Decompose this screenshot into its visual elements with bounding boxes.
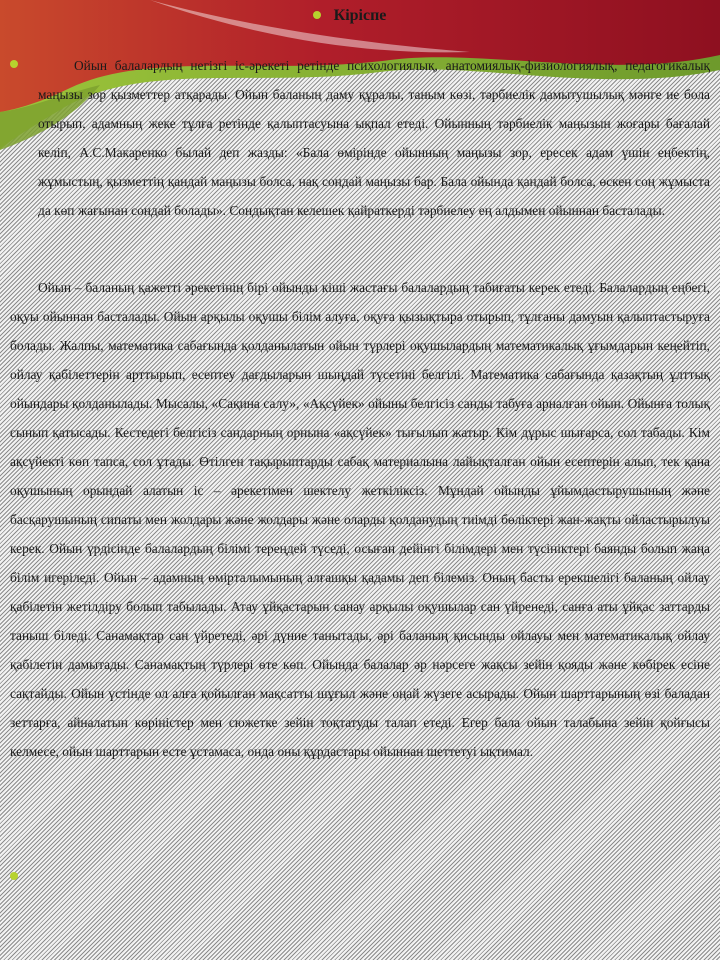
paragraph-bullet-icon bbox=[10, 60, 18, 68]
main-paragraph: Ойын – баланың қажетті әрекетінің бірі ойынды кіші жастағы балалардың табиғаты керек етеді. Балалардың еңбегі, оқуы ойыннан басталады. Ойын арқылы оқушы білім алуға, оқуға қызықтыра отырып, тұлғаны дамуын қалыптастыруға болады. Жалпы, математика сабағында қолданылатын ойын түрлері оқушылардың математикалық ұғымдарын кеңейтіп, ойлау қабілеттерін арттырып, есептеу дағдыларын шыңдай түсетіні белгілі. Математика сабағында қазақтың ұлттық ойындары қолданылады. Мысалы, «Сақина салу», «Ақсүйек» ойыны белгісіз санды табуға арналған ойын. Ойынға толық сынып қатысады. Кестедегі белгісіз сандарның орнына «ақсүйек» тығылып жатыр. Кім дұрыс шығарса, сол табады. Кім ақсүйекті көп тапса, сол ұтады. Өтілген тақырыптарды сабақ материалына лайықталған ойын есептерін алып, тек қана оқушының орындай алатын іс – әрекетімен шектелу жеткіліксіз. Мұндай ойынды ұйымдастырушының және басқарушының сипаты мен жолдары және жолдары және оларды қолданудың тиімді бөліктері жан-жақты ойластырылуы керек. Ойын үрдісінде балалардың білімі тереңдей түседі, осыған дейінгі білімдері мен түсініктері баянды болып жаңа білім игеріледі. Ойын – адамның өмірталымының алғашқы қадамы деп білеміз. Оның басты ерекшелігі баланың ойлау қабілетін жетілдіру болып табылады. Атау ұйқастарын санау арқылы оқушылар сан үйренеді, санға аты ұйқас заттарды таныш біледі. Санамақтар сан үйретеді, әрі дүние танытады, әрі баланың қисынды ойлауы мен математикалық ойлау қабілетін дамытады. Санамақтың түрлері өте көп. Ойында балалар әр нәрсеге жақсы зейін қояды және көбірек есіне сақтайды. Ойын үстінде ол алға қойылған мақсатты шұғыл және оңай жүзеге асырады. Ойын шарттарының өзі баладан зеттарға, айналатын көріністер мен сюжетке зейін тоқтатуды талап етеді. Егер бала ойын талабына зейін қойғысы келмесе, ойын шарттарын есте ұстамаса, онда оны құрдастары ойыннан шеттетуі ықтимал. bbox=[10, 280, 710, 759]
slide-title: Кіріспе bbox=[333, 7, 387, 24]
empty-bullet-icon bbox=[10, 872, 18, 880]
intro-paragraph: Ойын балалардың негізгі іс-әрекеті ретінде психологиялық, анатомиялық-физиологиялық, педагогикалық маңызы зор қызметтер атқарады. Ойын баланың даму құралы, таным көзі, тәрбиелік дамытушылық мәнге ие бола отырып, адамның жеке тұлға ретінде қалыптасуына ықпал етеді. Ойынның тәрбиелік маңызын жоғары бағалай келіп, А.С.Макаренко былай деп жазды: «Бала өмірінде ойынның маңызы зор, ересек адам үшін еңбектің, жұмыстың, қызметтің қандай маңызы болса, нақ сондай маңызы бар. Бала ойында қандай болса, өскен соң жұмыста да көп жағынан сондай болады». Сондықтан келешек қайраткерді тәрбиелеу ең алдымен ойыннан басталады. bbox=[38, 58, 710, 218]
